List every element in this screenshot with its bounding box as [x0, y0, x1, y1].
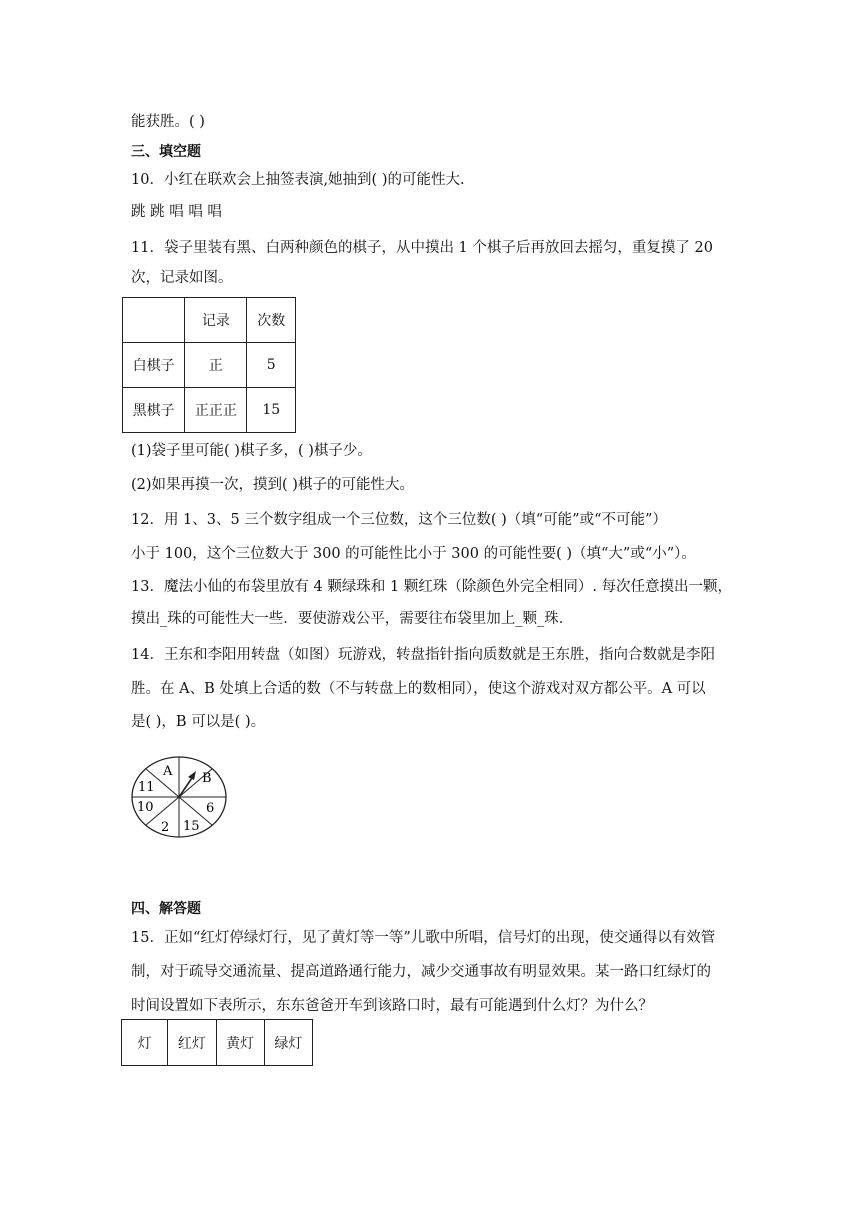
- table-header-cell: 次数: [247, 298, 296, 343]
- spinner-label-a: A: [163, 764, 173, 779]
- table-cell: 5: [247, 343, 296, 388]
- spinner-label-2: 2: [161, 820, 170, 835]
- table-cell: 15: [247, 388, 296, 433]
- question-12-line2: 小于 100，这个三位数大于 300 的可能性比小于 300 的可能性要( )（填“大”或“小”）。: [131, 546, 696, 562]
- question-11-line1: 11．袋子里装有黑、白两种颜色的棋子，从中摸出 1 个棋子后再放回去摇匀，重复摸了 20: [131, 240, 713, 256]
- table-header-cell: 灯: [122, 1020, 168, 1066]
- question-14-line2: 胜。在 A、B 处填上合适的数（不与转盘上的数相同），使这个游戏对双方都公平。A 可以: [131, 681, 706, 697]
- spinner-figure: [130, 755, 230, 839]
- spinner-label-11: 11: [138, 780, 155, 795]
- spinner-label-6: 6: [206, 801, 215, 816]
- spinner-label-15: 15: [183, 819, 200, 834]
- question-line: 能获胜。( ): [131, 114, 205, 130]
- table-header-cell: 黄灯: [216, 1020, 264, 1066]
- question-11-part2: (2)如果再摸一次，摸到( )棋子的可能性大。: [131, 477, 414, 493]
- table-header-cell: [123, 298, 185, 343]
- spinner-label-b: B: [202, 771, 212, 786]
- spinner-label-10: 10: [137, 800, 154, 815]
- table-cell: 白棋子: [123, 343, 185, 388]
- question-13-line1: 13．魔法小仙的布袋里放有 4 颗绿珠和 1 颗红珠（除颜色外完全相同）. 每次任意摸出一颗，: [131, 579, 733, 595]
- table-header-cell: 绿灯: [264, 1020, 312, 1066]
- table-header-cell: 红灯: [168, 1020, 216, 1066]
- section-heading-solve: 四、解答题: [131, 901, 201, 917]
- table-cell: 黑棋子: [123, 388, 185, 433]
- table-header-cell: 记录: [185, 298, 247, 343]
- table-cell: 正: [185, 343, 247, 388]
- question-15-line2: 制，对于疏导交通流量、提高道路通行能力，减少交通事故有明显效果。某一路口红绿灯的: [131, 964, 711, 980]
- question-10-options: 跳 跳 唱 唱 唱: [131, 204, 222, 220]
- question-10: 10．小红在联欢会上抽签表演,她抽到( )的可能性大.: [131, 172, 465, 188]
- light-table: [121, 1019, 313, 1066]
- table-cell: 正正正: [185, 388, 247, 433]
- question-14-line3: 是( )，B 可以是( )。: [131, 714, 266, 730]
- question-13-line2: 摸出_珠的可能性大一些．要使游戏公平，需要往布袋里加上_颗_珠．: [131, 611, 574, 627]
- record-table: [122, 297, 296, 433]
- question-14-line1: 14．王东和李阳用转盘（如图）玩游戏，转盘指针指向质数就是王东胜，指向合数就是李阳: [131, 647, 715, 663]
- pointer-arrowhead: [188, 771, 196, 780]
- question-15-line1: 15．正如“红灯停绿灯行，见了黄灯等一等”儿歌中所唱，信号灯的出现，使交通得以有效管: [131, 930, 716, 946]
- question-11-line2: 次，记录如图。: [131, 270, 233, 286]
- section-heading-fill-blank: 三、填空题: [131, 144, 201, 160]
- question-12-line1: 12．用 1、3、5 三个数字组成一个三位数，这个三位数( )（填“可能”或“不可能”）: [131, 512, 667, 528]
- question-11-part1: (1)袋子里可能( )棋子多，( )棋子少。: [131, 443, 372, 459]
- question-15-line3: 时间设置如下表所示，东东爸爸开车到该路口时，最有可能遇到什么灯？为什么？: [131, 998, 653, 1014]
